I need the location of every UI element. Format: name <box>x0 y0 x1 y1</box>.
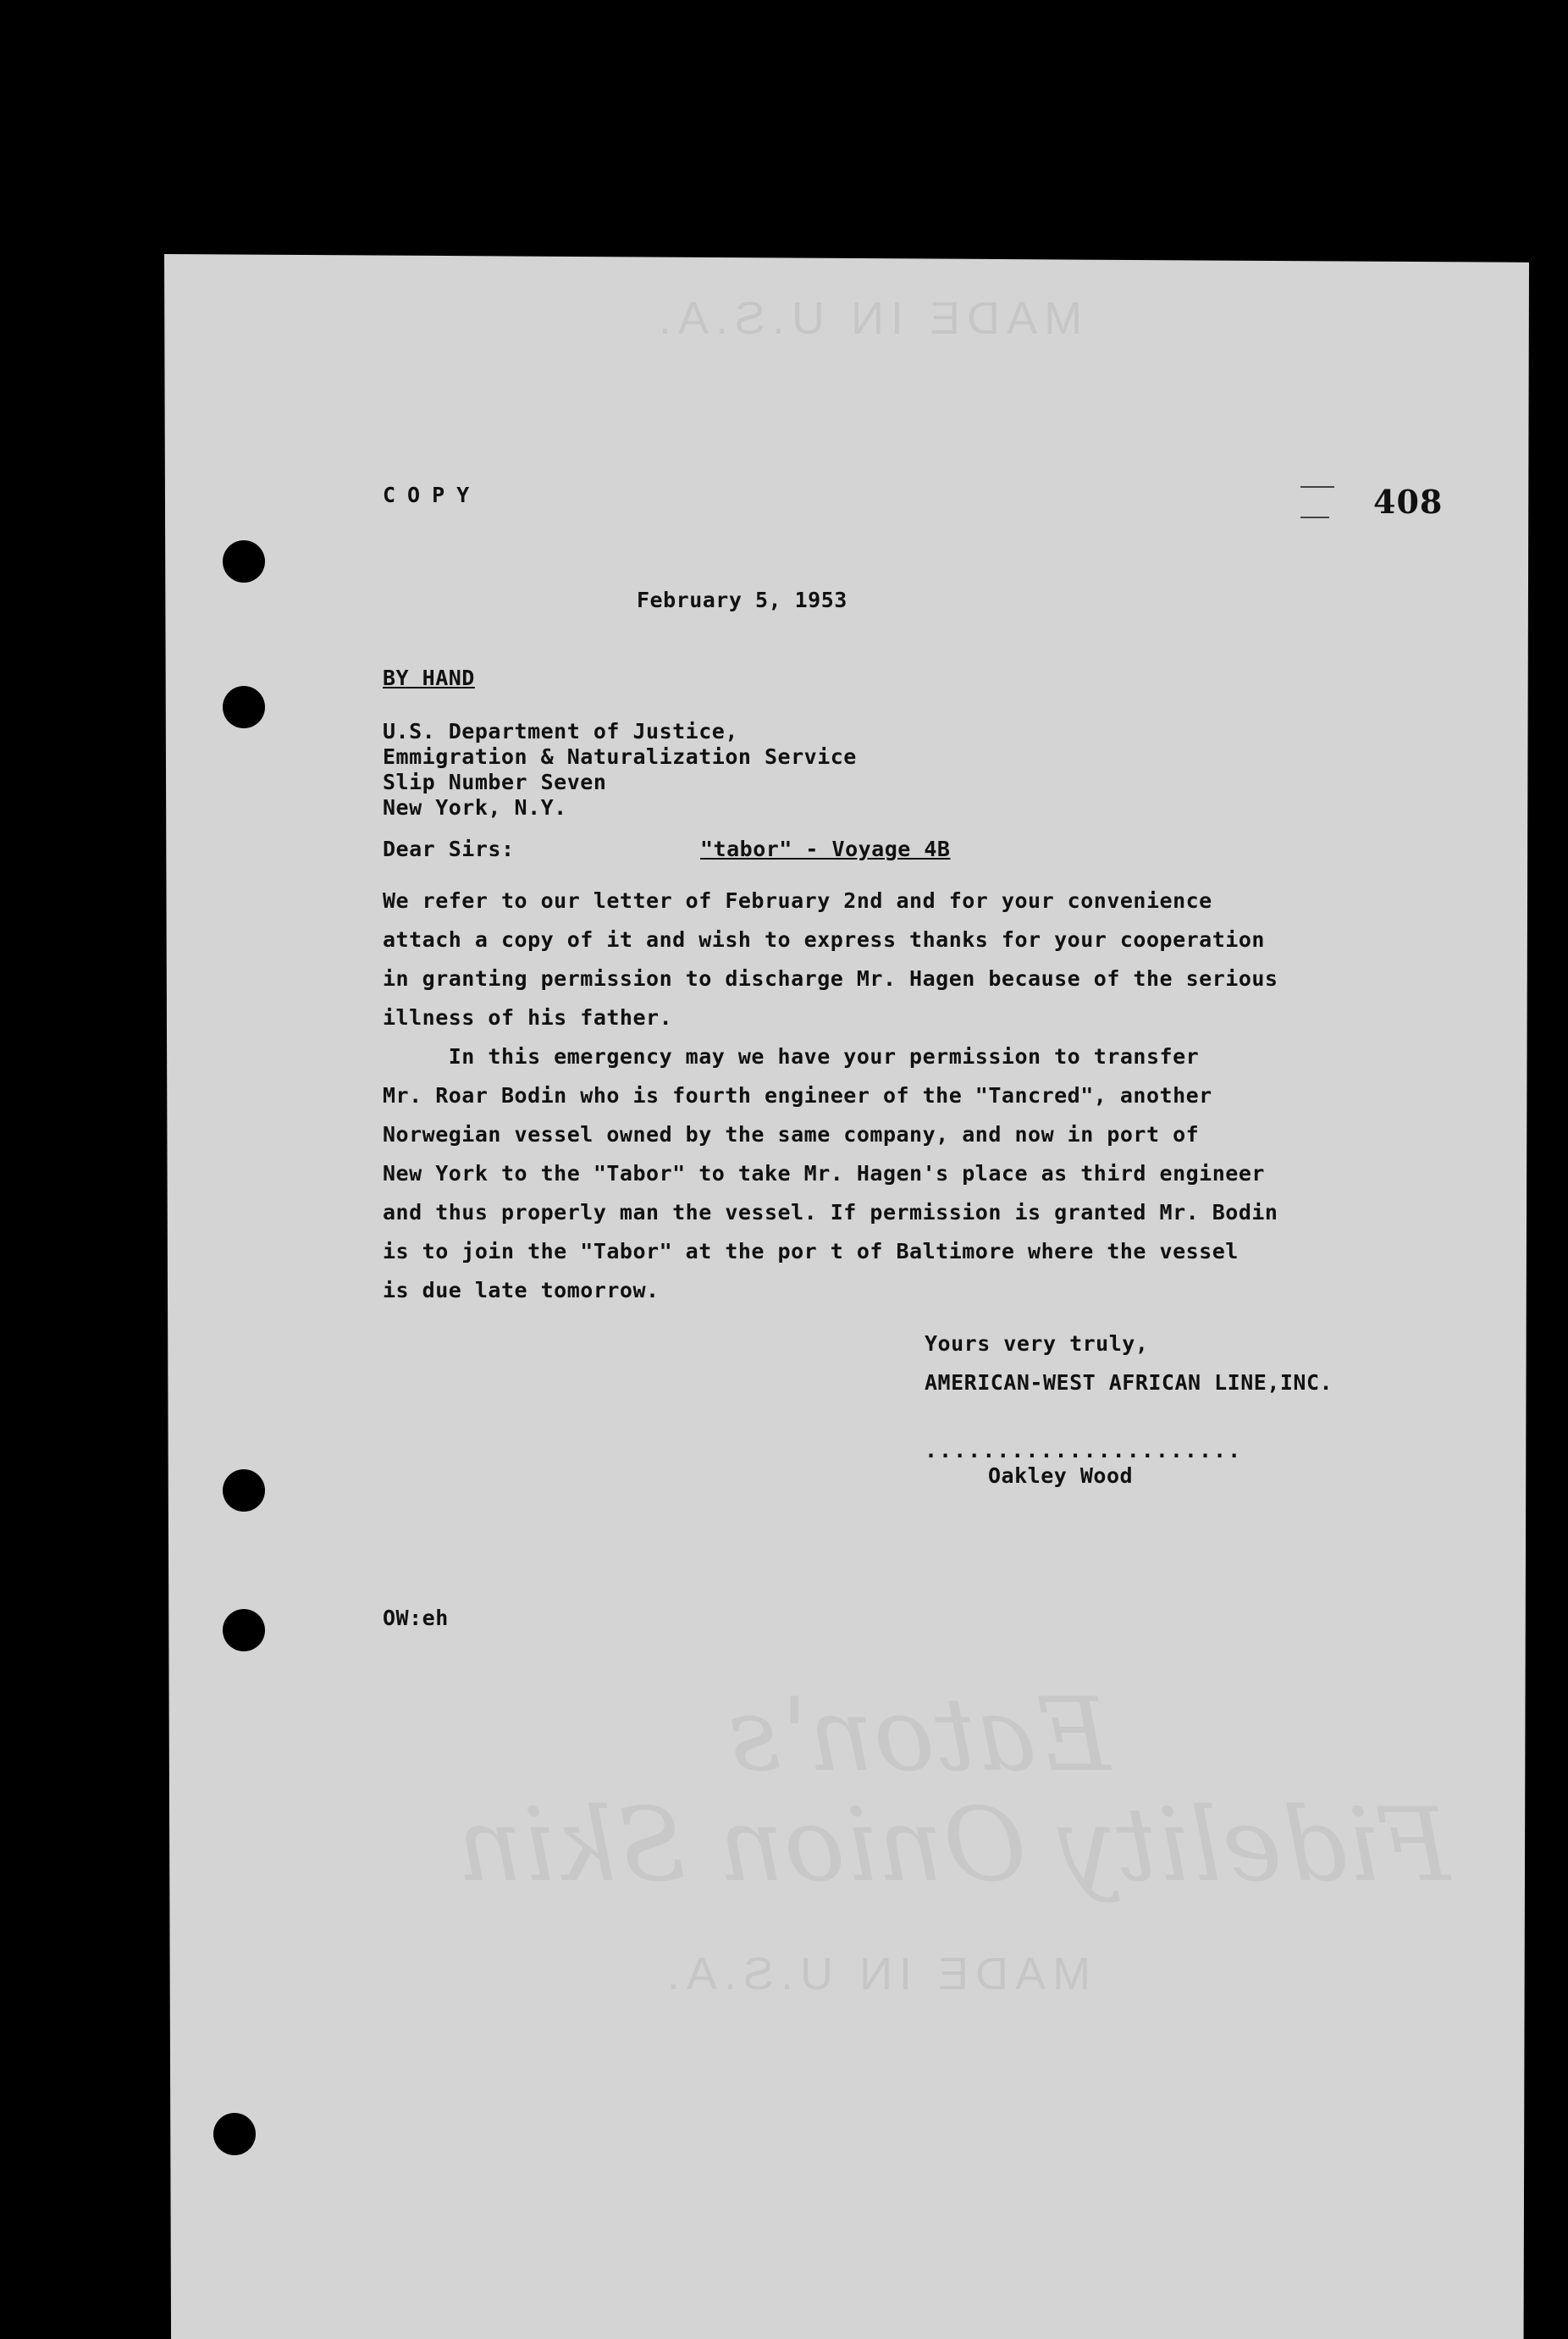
body-line: attach a copy of it and wish to express thanks for your cooperation <box>383 927 1265 952</box>
binder-hole <box>223 1469 265 1512</box>
body-line: Norwegian vessel owned by the same company, and now in port of <box>383 1122 1200 1147</box>
body-line: In this emergency may we have your permission to transfer <box>383 1044 1200 1069</box>
company-name: AMERICAN-WEST AFRICAN LINE,INC. <box>925 1370 1333 1395</box>
subject-line: "tabor" - Voyage 4B <box>700 837 951 861</box>
binder-hole <box>223 540 265 583</box>
header-rule <box>1300 486 1334 488</box>
body-line: illness of his father. <box>383 1005 673 1030</box>
header-rule <box>1300 517 1329 518</box>
binder-hole <box>213 2113 256 2155</box>
body-line: New York to the "Tabor" to take Mr. Hagen's place as third engineer <box>383 1161 1265 1186</box>
signer-name: Oakley Wood <box>988 1463 1134 1488</box>
signature-line: ...................... <box>925 1438 1243 1463</box>
letter-date: February 5, 1953 <box>637 588 847 612</box>
address-line: U.S. Department of Justice, <box>383 719 738 744</box>
paper-sheet <box>164 254 1529 2339</box>
watermark-script-product: Fidelity Onion Skin <box>457 1787 1450 1905</box>
watermark-top: MADE IN U.S.A. <box>652 293 1083 344</box>
binder-hole <box>223 686 265 728</box>
body-line: is due late tomorrow. <box>383 1278 660 1302</box>
body-line: is to join the "Tabor" at the por t of Baltimore where the vessel <box>383 1239 1239 1264</box>
body-line: We refer to our letter of February 2nd and for your convenience <box>383 888 1212 913</box>
body-line: Mr. Roar Bodin who is fourth engineer of the "Tancred", another <box>383 1083 1212 1108</box>
page-number: 408 <box>1373 483 1444 521</box>
body-line: in granting permission to discharge Mr. Hagen because of the serious <box>383 966 1278 991</box>
address-line: Slip Number Seven <box>383 770 607 794</box>
watermark-bottom: MADE IN U.S.A. <box>660 1949 1091 1999</box>
salutation: Dear Sirs: <box>383 837 515 861</box>
watermark-script-brand: Eaton's <box>728 1677 1111 1794</box>
address-line: Emmigration & Naturalization Service <box>383 744 857 769</box>
typist-initials: OW:eh <box>383 1606 449 1630</box>
closing-line: Yours very truly, <box>925 1331 1149 1356</box>
delivery-method: BY HAND <box>383 666 475 690</box>
body-line: and thus properly man the vessel. If permission is granted Mr. Bodin <box>383 1200 1278 1225</box>
copy-label: COPY <box>383 483 482 507</box>
binder-hole <box>223 1609 265 1651</box>
address-line: New York, N.Y. <box>383 795 567 820</box>
